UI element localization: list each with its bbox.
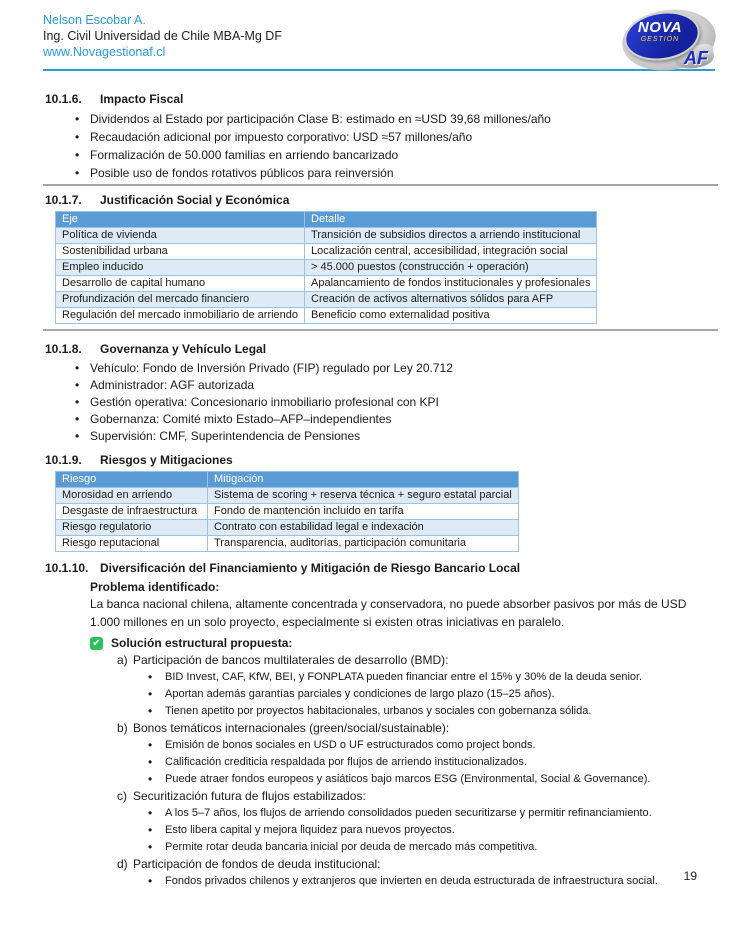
table-row: [56, 260, 597, 276]
item-letter: a): [117, 653, 128, 667]
table-header-row: [56, 472, 519, 488]
list-item: • Aportan además garantías parciales y condiciones de largo plazo (15–25 años).: [148, 686, 708, 703]
table-header-row: [56, 212, 597, 228]
list-item: • Formalización de 50.000 familias en arriendo bancarizado: [75, 146, 715, 164]
item-a-list: [148, 669, 708, 720]
logo-text-gestion: GESTIÓN: [640, 36, 680, 43]
list-item: • Puede atraer fondos europeos y asiáticos bajo marcos ESG (Environmental, Social & Governance).: [148, 771, 708, 788]
table-cell: Desgaste de infraestructura: [56, 504, 208, 520]
solution-row: [90, 635, 715, 652]
table-cell: Regulación del mercado inmobiliario de arriendo: [56, 308, 305, 324]
section-heading-riesgos: [45, 453, 715, 468]
section-heading-diversificacion: [45, 561, 715, 576]
column-header: Detalle: [305, 212, 597, 228]
table-cell: Fondo de mantención incluido en tarifa: [208, 504, 519, 520]
table-cell: Morosidad en arriendo: [56, 488, 208, 504]
governanza-list: [75, 360, 715, 445]
lettered-item-a: [117, 652, 715, 669]
table-cell: Creación de activos alternativos sólidos para AFP: [305, 292, 597, 308]
list-item: • BID Invest, CAF, KfW, BEI, y FONPLATA pueden financiar entre el 15% y 30% de la deuda senior.: [148, 669, 708, 686]
problem-label: Problema identificado:: [90, 580, 220, 594]
column-header: Riesgo: [56, 472, 208, 488]
item-text: Participación de fondos de deuda institucional:: [133, 857, 381, 871]
section-number: 10.1.10.: [45, 561, 89, 575]
justificacion-table: [55, 211, 597, 324]
list-item: • Calificación crediticia respaldada por flujos de arriendo institucionalizados.: [148, 754, 708, 771]
table-row: [56, 292, 597, 308]
item-text: Participación de bancos multilaterales de desarrollo (BMD):: [133, 653, 449, 667]
table-row: [56, 228, 597, 244]
section-title: Diversificación del Financiamiento y Mitigación de Riesgo Bancario Local: [100, 561, 521, 575]
item-letter: b): [117, 721, 128, 735]
table-cell: Desarrollo de capital humano: [56, 276, 305, 292]
table-cell: Transición de subsidios directos a arriendo institucional: [305, 228, 597, 244]
table-row: [56, 276, 597, 292]
list-item: • Tienen apetito por proyectos habitacionales, urbanos y sociales con gobernanza sólida.: [148, 703, 708, 720]
table-cell: Apalancamiento de fondos institucionales y profesionales: [305, 276, 597, 292]
riesgos-table: [55, 471, 519, 552]
list-item: • Dividendos al Estado por participación Clase B: estimado en ≈USD 39,68 millones/año: [75, 110, 715, 128]
table-cell: Política de vivienda: [56, 228, 305, 244]
table-row: [56, 308, 597, 324]
list-item: • Administrador: AGF autorizada: [75, 377, 715, 394]
logo-text-nova: NOVA: [637, 19, 683, 36]
item-c-list: [148, 805, 708, 856]
page-header: [43, 12, 715, 68]
page-number: 19: [683, 869, 697, 883]
column-header: Eje: [56, 212, 305, 228]
header-rule: [43, 69, 715, 71]
item-b-list: [148, 737, 708, 788]
list-item: • Recaudación adicional por impuesto corporativo: USD ≈57 millones/año: [75, 128, 715, 146]
item-letter: c): [117, 789, 127, 803]
table-cell: Empleo inducido: [56, 260, 305, 276]
table-row: [56, 520, 519, 536]
table-row: [56, 536, 519, 552]
column-header: Mitigación: [208, 472, 519, 488]
table-cell: Profundización del mercado financiero: [56, 292, 305, 308]
item-d-list: [148, 873, 708, 890]
list-item: • Gestión operativa: Concesionario inmobiliario profesional con KPI: [75, 394, 715, 411]
list-item: • Gobernanza: Comité mixto Estado–AFP–independientes: [75, 411, 715, 428]
section-heading-justificacion: [45, 193, 715, 208]
list-item: • Fondos privados chilenos y extranjeros que invierten en deuda estructurada de infraestructura social.: [148, 873, 708, 890]
table-cell: Riesgo regulatorio: [56, 520, 208, 536]
item-letter: d): [117, 857, 128, 871]
section-number: 10.1.8.: [45, 342, 82, 356]
lettered-item-b: [117, 720, 715, 737]
lettered-item-c: [117, 788, 715, 805]
section-heading-governanza: [45, 342, 715, 357]
table-cell: > 45.000 puestos (construcción + operación): [305, 260, 597, 276]
lettered-item-d: [117, 856, 715, 873]
section-number: 10.1.7.: [45, 193, 82, 207]
table-row: [56, 504, 519, 520]
nova-gestion-af-logo: [622, 10, 716, 70]
list-item: • Supervisión: CMF, Superintendencia de Pensiones: [75, 428, 715, 445]
table-cell: Contrato con estabilidad legal e indexación: [208, 520, 519, 536]
problem-paragraph: La banca nacional chilena, altamente concentrada y conservadora, no puede absorber pasivos por más de USD 1.000 millones en un solo proyecto, especialmente si existen otras iniciativas en paralelo.: [90, 597, 687, 629]
section-separator: [43, 184, 718, 186]
item-text: Securitización futura de flujos estabilizados:: [133, 789, 366, 803]
table-cell: Transparencia, auditorías, participación comunitaria: [208, 536, 519, 552]
section-number: 10.1.9.: [45, 453, 82, 467]
table-cell: Beneficio como externalidad positiva: [305, 308, 597, 324]
item-text: Bonos temáticos internacionales (green/social/sustainable):: [133, 721, 450, 735]
solution-label: Solución estructural propuesta:: [111, 636, 293, 650]
section-separator: [43, 329, 718, 331]
section-heading-impacto-fiscal: [45, 92, 715, 107]
table-cell: Sostenibilidad urbana: [56, 244, 305, 260]
section-title: Justificación Social y Económica: [100, 193, 290, 207]
list-item: • Permite rotar deuda bancaria inicial por deuda de mercado más competitiva.: [148, 839, 708, 856]
list-item: • A los 5–7 años, los flujos de arriendo consolidados pueden securitizarse y permitir refinanciamiento.: [148, 805, 708, 822]
website-link[interactable]: www.Novagestionaf.cl: [43, 45, 166, 59]
list-item: • Posible uso de fondos rotativos públicos para reinversión: [75, 164, 715, 182]
author-title: Ing. Civil Universidad de Chile MBA-Mg DF: [43, 29, 282, 43]
list-item: • Emisión de bonos sociales en USD o UF estructurados como project bonds.: [148, 737, 708, 754]
list-item: • Vehículo: Fondo de Inversión Privado (FIP) regulado por Ley 20.712: [75, 360, 715, 377]
check-icon: ✔: [90, 637, 103, 650]
table-cell: Localización central, accesibilidad, integración social: [305, 244, 597, 260]
section-title: Governanza y Vehículo Legal: [100, 342, 267, 356]
table-row: [56, 244, 597, 260]
list-item: • Esto libera capital y mejora liquidez para nuevos proyectos.: [148, 822, 708, 839]
section-title: Riesgos y Mitigaciones: [100, 453, 233, 467]
section-number: 10.1.6.: [45, 92, 82, 106]
author-name: Nelson Escobar A.: [43, 13, 146, 27]
table-cell: Sistema de scoring + reserva técnica + seguro estatal parcial: [208, 488, 519, 504]
table-row: [56, 488, 519, 504]
logo-text-af: AF: [684, 48, 708, 68]
section-title: Impacto Fiscal: [100, 92, 184, 106]
table-cell: Riesgo reputacional: [56, 536, 208, 552]
impacto-fiscal-list: [75, 110, 715, 182]
